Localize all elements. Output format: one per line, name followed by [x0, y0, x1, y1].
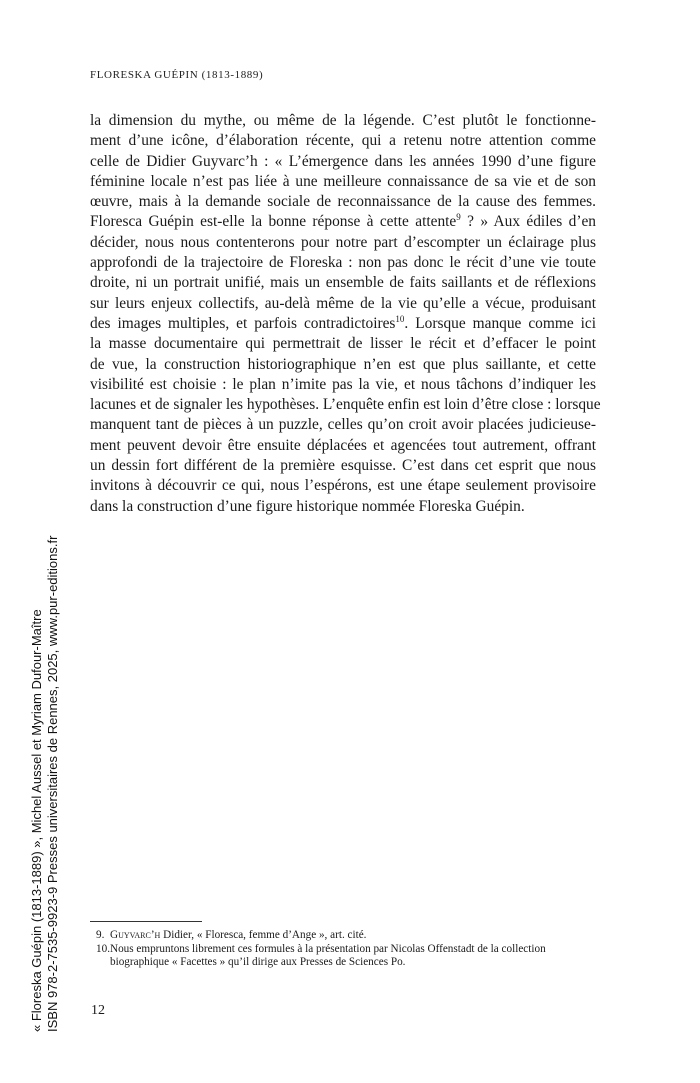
- footnotes: [90, 929, 596, 970]
- text-segment: Floresca Guépin est-elle la bonne réponse à cette attente: [90, 213, 457, 231]
- text-line: la dimension du mythe, ou même de la légende. C’est plutôt le fonctionne-: [90, 112, 596, 129]
- text-line: décider, nous nous contenterons pour notre part d’escompter un éclairage plus: [90, 233, 596, 251]
- footnote-author: Guyvarc’h: [110, 929, 161, 941]
- text-line: féminine locale n’est pas liée à une meilleure connaissance de sa vie et de son: [90, 172, 596, 190]
- text-line: la masse documentaire qui permettrait de lisser le récit et d’effacer le point: [90, 335, 596, 353]
- text-line: droite, ni un portrait unifié, mais un ensemble de faits saillants et de réflexions: [90, 274, 596, 292]
- footnote-text-continued: biographique « Facettes » qu’il dirige aux Presses de Sciences Po.: [110, 956, 406, 968]
- text-line: lacunes et de signaler les hypothèses. L’enquête enfin est loin d’être close : lorsque: [90, 396, 601, 414]
- text-line: celle de Didier Guyvarc’h : « L’émergence dans les années 1990 d’une figure: [90, 152, 596, 170]
- footnote-text: Nous empruntons librement ces formules à la présentation par Nicolas Offenstadt de la collection: [110, 942, 546, 955]
- credit-line-title: « Floreska Guépin (1813-1889) », Michel Aussel et Myriam Dufour-Maître: [29, 609, 44, 1032]
- text-segment: des images multiples, et parfois contradictoires: [90, 314, 396, 332]
- text-line: un dessin fort différent de la première esquisse. C’est dans cet esprit que nous: [90, 457, 596, 475]
- footnote-ref-10[interactable]: 10: [395, 313, 405, 324]
- footnote-number: 10.: [96, 942, 110, 955]
- text-segment: ? » Aux édiles d’en: [460, 213, 597, 231]
- text-line: ment peuvent devoir être ensuite déplacées et agencées tout autrement, offrant: [90, 436, 596, 454]
- text-line: dans la construction d’une figure historique nommée Floreska Guépin.: [90, 497, 525, 515]
- footnote-9: [90, 929, 596, 943]
- text-line-footnote-9: [90, 212, 596, 232]
- text-line: ment d’une icône, d’élaboration récente, qui a retenu notre attention comme: [90, 132, 596, 150]
- text-line: approfondi de la trajectoire de Floreska : non pas donc le récit d’une vie toute: [90, 254, 596, 272]
- text-segment: . Lorsque manque comme ici: [404, 314, 597, 332]
- side-credit: [29, 492, 61, 1032]
- page-number: 12: [91, 1003, 105, 1018]
- text-line: visibilité est choisie : le plan n’imite pas la vie, et nous tâchons d’indiquer les: [90, 375, 596, 393]
- text-line: sur leurs enjeux collectifs, au-delà même de la vie qu’elle a vécue, produisant: [90, 294, 596, 312]
- body-paragraph: [90, 111, 601, 517]
- text-line: manquent tant de pièces à un puzzle, celles qu’on croit avoir placées judicieuse-: [90, 416, 596, 434]
- footnote-ref-9[interactable]: 9: [456, 212, 461, 223]
- running-head: FLORESKA GUÉPIN (1813-1889): [90, 69, 264, 81]
- footnote-number: 9.: [96, 929, 105, 941]
- footnote-10: [90, 943, 596, 970]
- text-line: de vue, la construction historiographique n’en est que plus saillante, et cette: [90, 355, 596, 373]
- text-line: œuvre, mais à la demande sociale de reconnaissance de la cause des femmes.: [90, 193, 596, 211]
- text-line-footnote-10: [90, 314, 596, 334]
- footnote-text: Didier, « Floresca, femme d’Ange », art. cité.: [160, 929, 367, 941]
- footnote-divider: [90, 921, 202, 922]
- text-line: invitons à découvrir ce qui, nous l’espérons, est une étape seulement provisoire: [90, 477, 596, 495]
- credit-line-isbn: ISBN 978-2-7535-9923-9 Presses universitaires de Rennes, 2025, www.pur-editions.fr: [45, 535, 60, 1032]
